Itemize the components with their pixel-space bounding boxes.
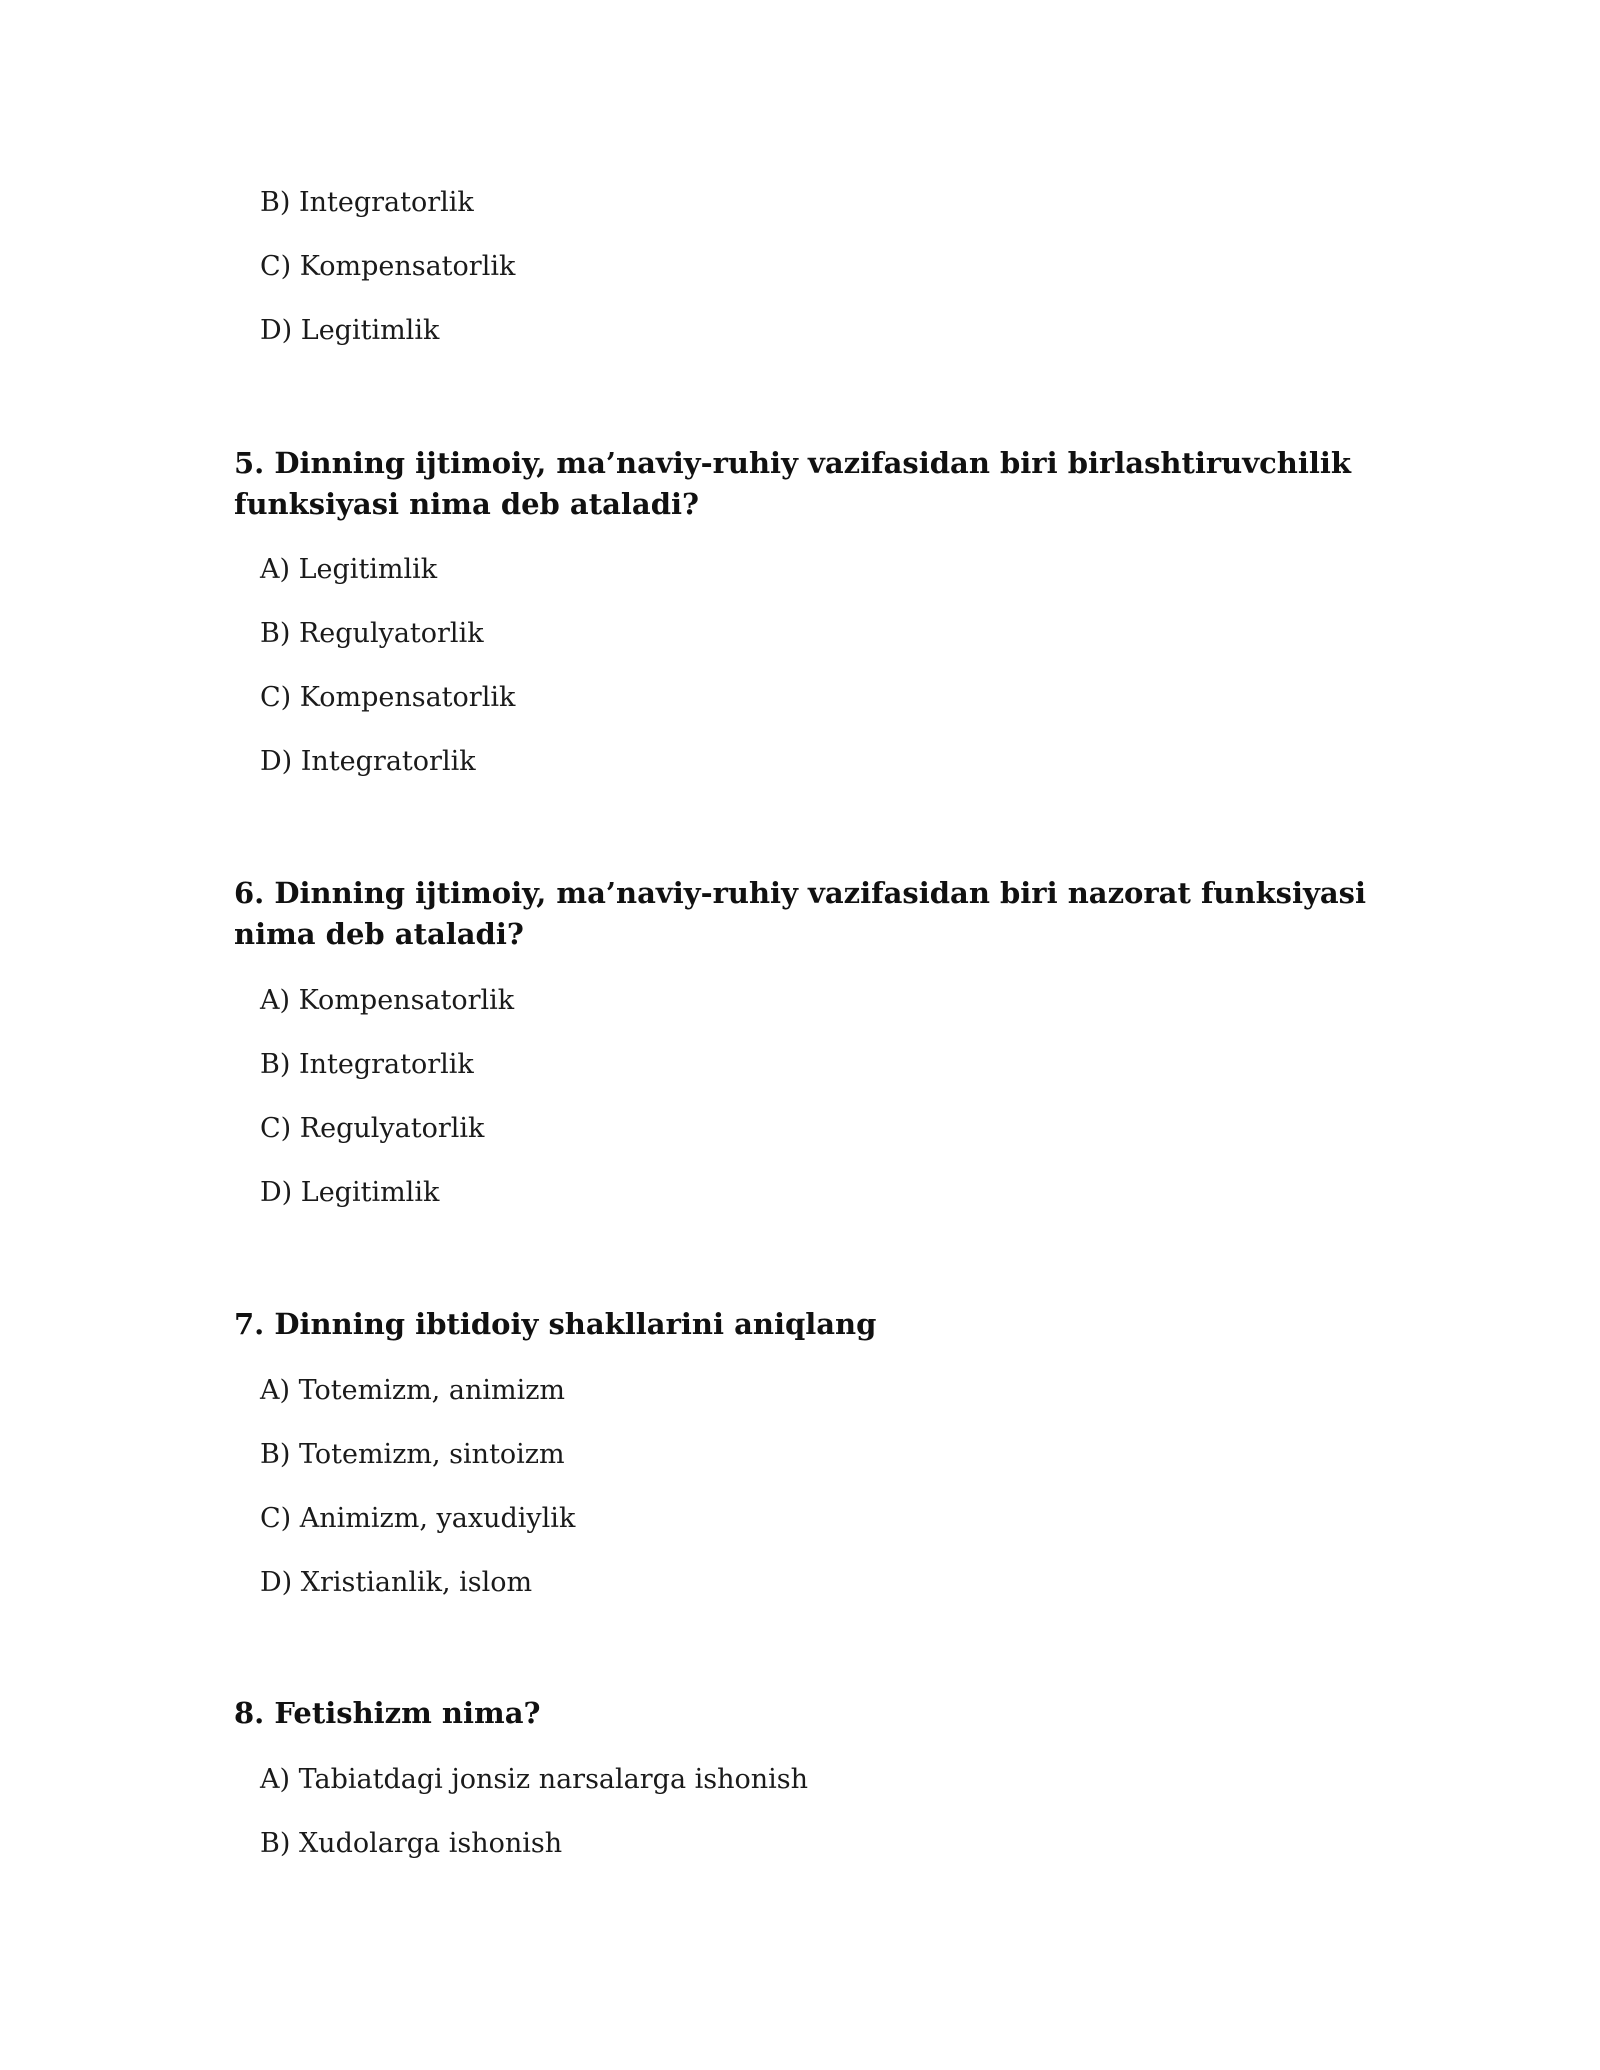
question-5-text: 5. Dinning ijtimoiy, ma’naviy-ruhiy vazifasidan biri birlashtiruvchilik funksiyasi nima deb ataladi? <box>234 446 1351 521</box>
q5-option-c: C) Kompensatorlik <box>260 682 516 713</box>
q8-option-a: A) Tabiatdagi jonsiz narsalarga ishonish <box>260 1764 809 1795</box>
q4-option-c: C) Kompensatorlik <box>260 251 516 282</box>
question-8-text: 8. Fetishizm nima? <box>234 1696 541 1730</box>
q4-option-d: D) Legitimlik <box>260 315 440 346</box>
q6-option-d: D) Legitimlik <box>260 1177 440 1208</box>
question-7-text: 7. Dinning ibtidoiy shakllarini aniqlang <box>234 1307 877 1341</box>
q4-option-b: B) Integratorlik <box>260 187 474 218</box>
q6-option-a: A) Kompensatorlik <box>260 985 515 1016</box>
question-6-text: 6. Dinning ijtimoiy, ma’naviy-ruhiy vazifasidan biri nazorat funksiyasi nima deb ataladi? <box>234 876 1367 951</box>
q8-option-b: B) Xudolarga ishonish <box>260 1828 563 1859</box>
q7-option-b: B) Totemizm, sintoizm <box>260 1439 565 1470</box>
q7-option-c: C) Animizm, yaxudiylik <box>260 1503 576 1534</box>
q5-option-b: B) Regulyatorlik <box>260 618 484 649</box>
q5-option-a: A) Legitimlik <box>260 554 438 585</box>
q6-option-b: B) Integratorlik <box>260 1049 474 1080</box>
q7-option-d: D) Xristianlik, islom <box>260 1567 533 1598</box>
q7-option-a: A) Totemizm, animizm <box>260 1375 566 1406</box>
q6-option-c: C) Regulyatorlik <box>260 1113 485 1144</box>
q5-option-d: D) Integratorlik <box>260 746 476 777</box>
